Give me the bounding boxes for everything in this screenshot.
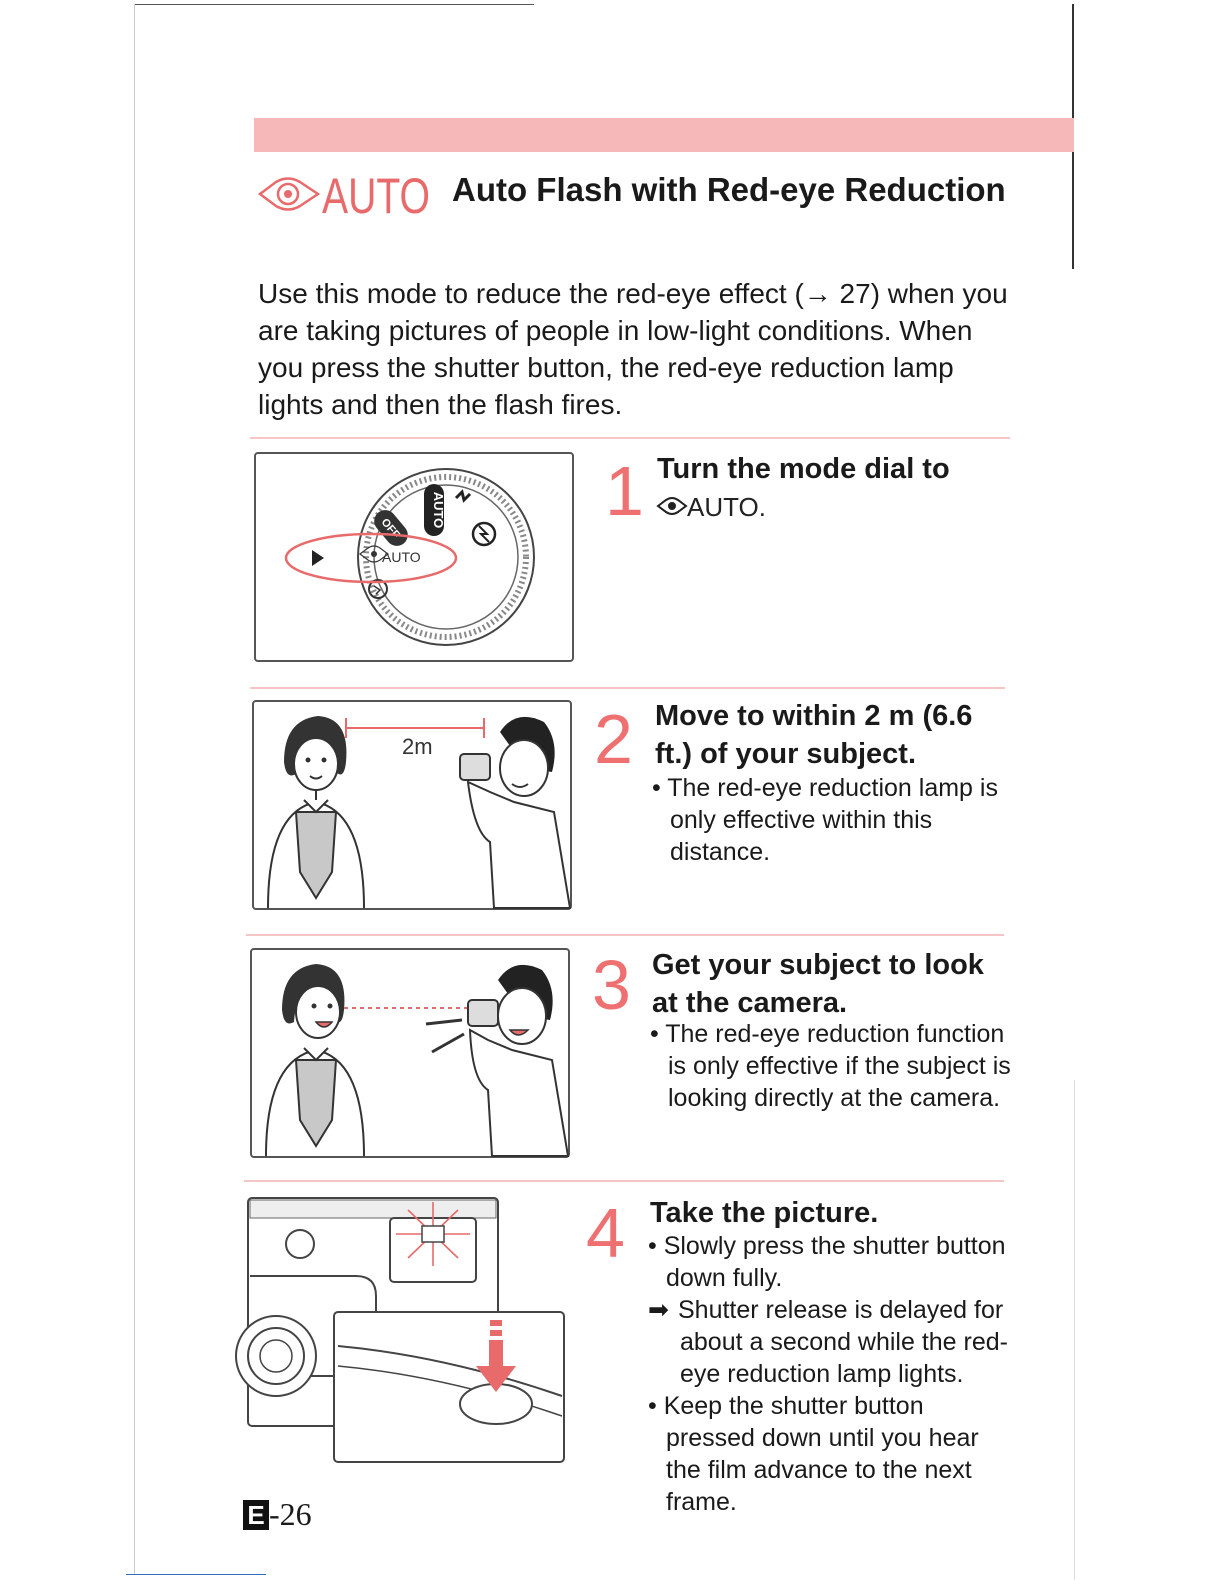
shutter-press-illustration <box>246 1196 566 1466</box>
page-number-text: -26 <box>269 1496 312 1532</box>
divider-2 <box>250 687 1005 689</box>
page-top-rule <box>134 4 534 5</box>
distance-illustration <box>252 700 572 910</box>
step-1-mode-reference <box>656 488 856 524</box>
divider-1 <box>250 437 1010 439</box>
divider-3 <box>246 934 1004 936</box>
distance-label: 2m <box>402 734 433 759</box>
step-4-bullet-1-text: Slowly press the shutter button down fully. <box>663 1232 1006 1292</box>
step-4-bullet-2-text: Keep the shutter button pressed down until you hear the film advance to the next frame. <box>663 1392 979 1516</box>
mode-dial-illustration <box>254 452 574 662</box>
page-bottom-rule <box>126 1574 266 1575</box>
step-2-heading: Move to within 2 m (6.6 ft.) of your subject. <box>655 700 973 770</box>
dial-off-label: OFF <box>378 516 402 541</box>
look-at-camera-illustration <box>250 948 570 1158</box>
dial-selected-label: AUTO <box>382 549 421 565</box>
step-4-heading: Take the picture. <box>650 1197 879 1229</box>
step-1-number: 1 <box>605 452 644 530</box>
step-4-body <box>648 1230 1008 1518</box>
page-left-rule <box>134 4 135 1574</box>
section-header-bar <box>254 118 1074 152</box>
mode-label: AUTO <box>322 168 430 224</box>
step-1-mode-label: AUTO. <box>687 492 766 522</box>
page-title: Auto Flash with Red-eye Reduction <box>452 171 1006 208</box>
step-4-number: 4 <box>586 1194 625 1272</box>
step-3-number: 3 <box>592 946 631 1024</box>
step-3-heading: Get your subject to look at the camera. <box>652 949 984 1019</box>
step-4-bullet-2: • Keep the shutter button pressed down until you hear the film advance to the next frame. <box>648 1392 979 1516</box>
dial-auto-label: AUTO <box>431 491 446 529</box>
red-eye-auto-mode-icon <box>256 163 436 225</box>
step-3-bullet: • The red-eye reduction function is only effective if the subject is looking directly at the camera. <box>650 1020 1011 1112</box>
page-number <box>243 1496 312 1533</box>
step-4-result <box>648 1294 1008 1390</box>
result-arrow-icon: ➡ <box>648 1296 669 1324</box>
step-2-number: 2 <box>594 700 633 778</box>
step-3-bullet-text: The red-eye reduction function is only effective if the subject is looking directly at the camera. <box>665 1020 1011 1112</box>
step-2-bullet: • The red-eye reduction lamp is only effective within this distance. <box>652 774 998 866</box>
step-1-heading: Turn the mode dial to <box>657 453 950 485</box>
step-2-bullet-text: The red-eye reduction lamp is only effective within this distance. <box>667 774 998 866</box>
page-right-rule-lower <box>1074 1080 1075 1580</box>
language-box: E <box>243 1500 269 1530</box>
step-4-result-text: Shutter release is delayed for about a second while the red-eye reduction lamp lights. <box>678 1296 1008 1388</box>
intro-paragraph: Use this mode to reduce the red-eye effect (→ 27) when you are taking pictures of people in low-light conditions. When you press the shutter button, the red-eye reduction lamp lights and then the flash fires. <box>258 278 1008 420</box>
step-4-bullet-1: • Slowly press the shutter button down fully. <box>648 1232 1006 1292</box>
divider-4 <box>244 1180 1004 1182</box>
